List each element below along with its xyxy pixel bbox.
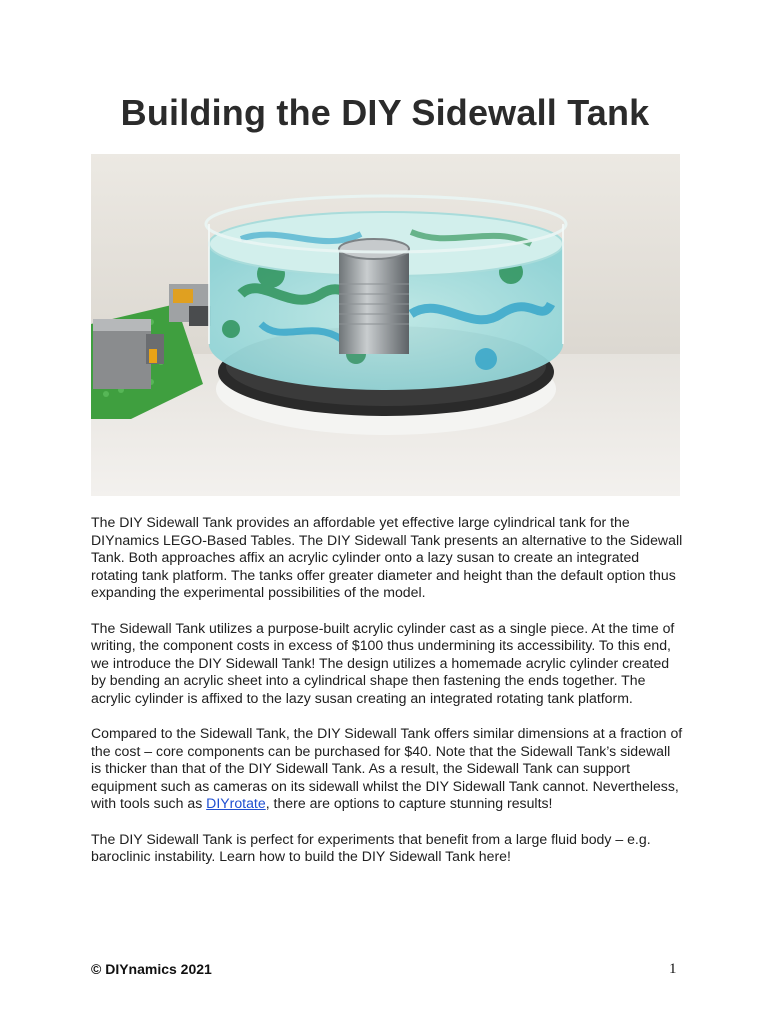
diyrotate-link[interactable]: DIYrotate <box>206 795 266 811</box>
paragraph-design: The Sidewall Tank utilizes a purpose-built acrylic cylinder cast as a single piece. At the time of writing, the component costs in excess of $100 thus undermining its accessibility. To this end, we introduce the DIY Sidewall Tank! The design utilizes a homemade acrylic cylinder created by bending an acrylic sheet into a cylindrical shape then fastening the ends together. The acrylic cylinder is affixed to the lazy susan creating an integrated rotating tank platform. <box>91 619 675 706</box>
tank-photo <box>91 154 680 496</box>
paragraph-comparison <box>91 725 683 813</box>
paragraph-comparison-text-start: Compared to the Sidewall Tank, the DIY Sidewall Tank offers similar dimensions at a fraction of the cost – core components can be purchased for $40. Note that the Sidewall Tank’s sidewall is thicker than that of the DIY Sidewall Tank. As a result, the Sidewall Tank can support equipment such as cameras on its sidewall whilst the DIY Sidewall Tank cannot. Nevertheless, with tools such as <box>91 725 683 811</box>
paragraph-applications: The DIY Sidewall Tank is perfect for experiments that benefit from a large fluid body – e.g. baroclinic instability. Learn how to build the DIY Sidewall Tank here! <box>91 830 651 864</box>
paragraph-intro: The DIY Sidewall Tank provides an affordable yet effective large cylindrical tank for the DIYnamics LEGO-Based Tables. The DIY Sidewall Tank presents an alternative to the Sidewall Tank. Both approaches affix an acrylic cylinder onto a lazy susan to create an integrated rotating tank platform. The tanks offer greater diameter and height than the default option thus expanding the experimental possibilities of the model. <box>91 514 683 600</box>
footer-copyright: © DIYnamics 2021 <box>91 961 212 977</box>
page-title: Building the DIY Sidewall Tank <box>120 92 650 133</box>
page-number: 1 <box>669 961 677 977</box>
paragraph-comparison-text-end: , there are options to capture stunning results! <box>265 795 553 811</box>
article-body <box>91 514 683 884</box>
central-can <box>339 239 409 354</box>
